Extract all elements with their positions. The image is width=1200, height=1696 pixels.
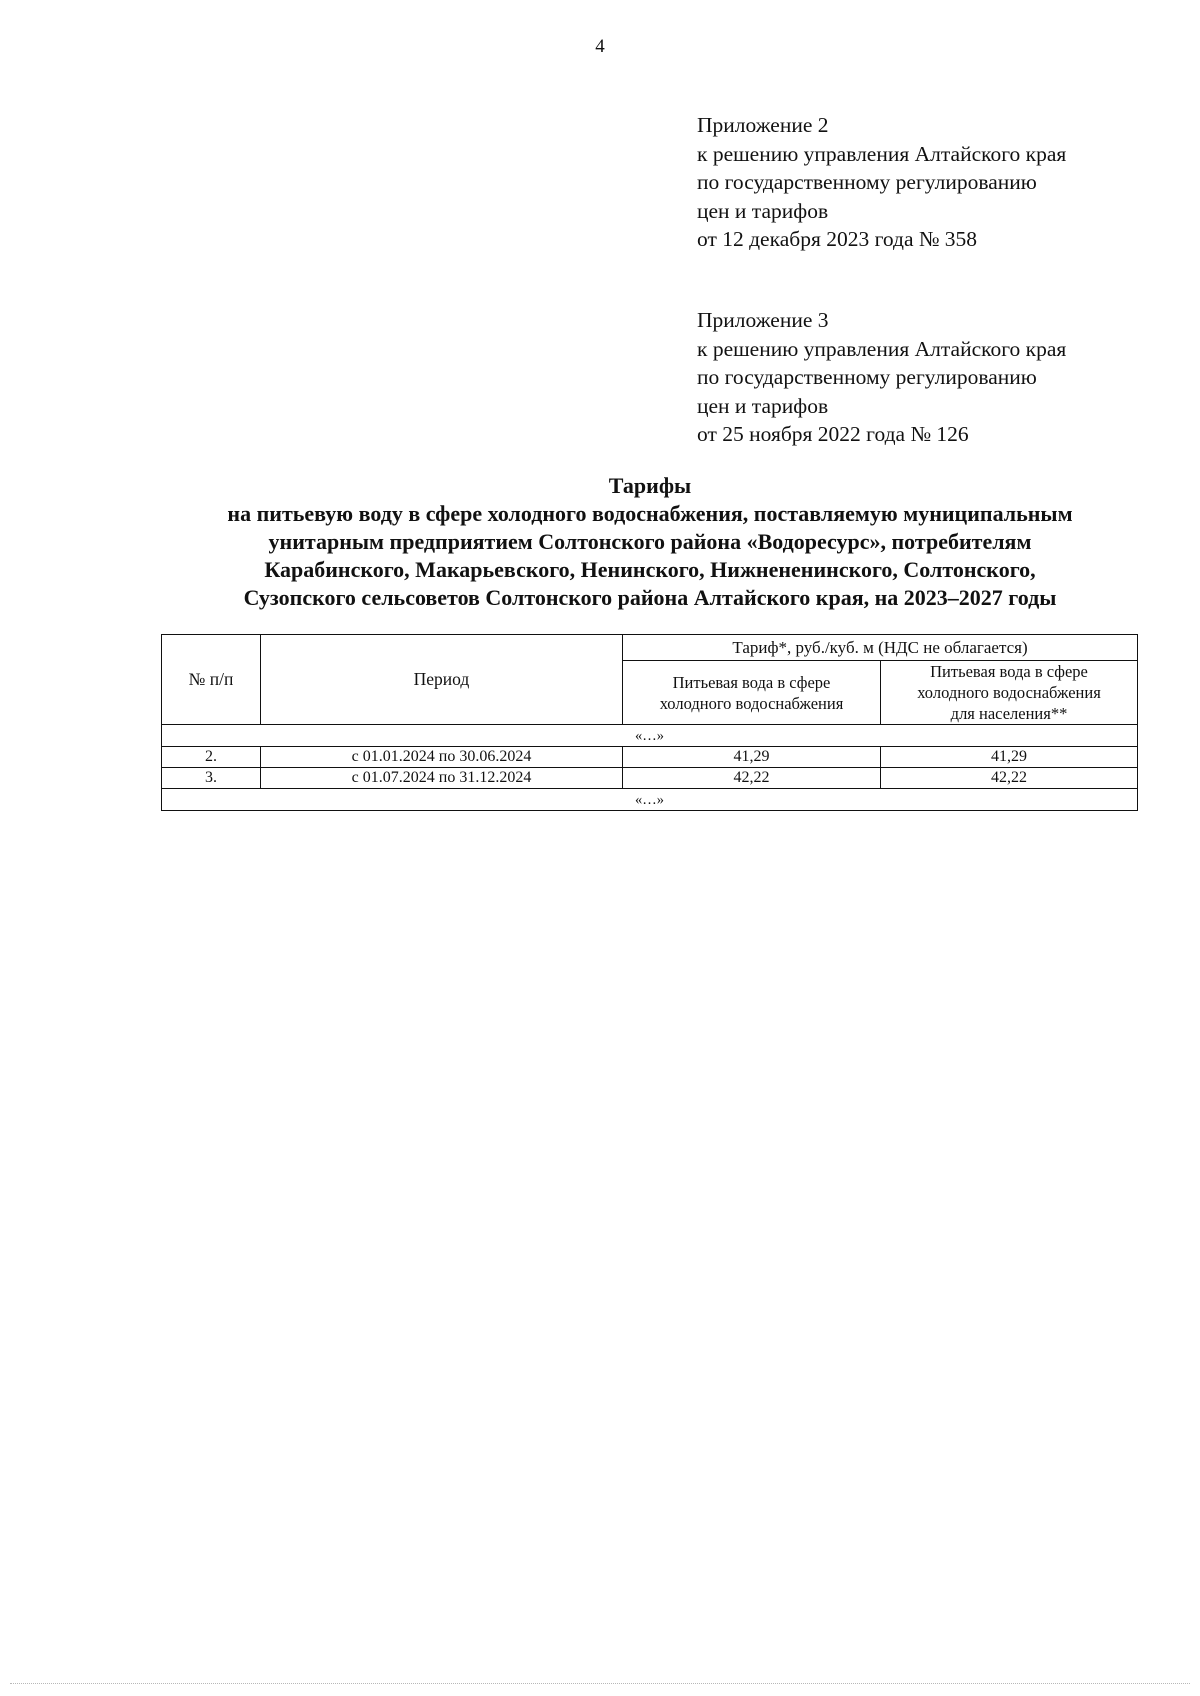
table-row-ellipsis-top <box>162 725 1138 747</box>
header-drinking-water-line: Питьевая вода в сфере <box>672 672 831 692</box>
appendix-2-line: Приложение 2 <box>697 113 829 137</box>
header-period: Период <box>261 635 623 725</box>
cell-period: с 01.01.2024 по 30.06.2024 <box>261 747 623 768</box>
appendix-3-line: к решению управления Алтайского края <box>697 336 1067 361</box>
document-title-main: Тарифы <box>608 473 692 498</box>
document-title-line: унитарным предприятием Солтонского района «Водоресурс», потребителям <box>268 529 1032 554</box>
appendix-2-line: к решению управления Алтайского края <box>697 141 1067 166</box>
tariff-table <box>161 634 1138 811</box>
table-row <box>162 768 1138 789</box>
header-population-line: для населения** <box>950 704 1068 723</box>
appendix-2-header <box>697 111 1157 254</box>
document-title-line: Сузопского сельсоветов Солтонского района Алтайского края, на 2023–2027 годы <box>243 585 1057 610</box>
appendix-2-line: цен и тарифов <box>697 198 829 223</box>
document-title <box>120 472 1180 612</box>
appendix-3-header <box>697 306 1157 449</box>
table-row-ellipsis-bottom <box>162 789 1138 811</box>
appendix-3-line: от 25 ноября 2022 года № 126 <box>697 422 969 446</box>
document-title-line: на питьевую воду в сфере холодного водоснабжения, поставляемую муниципальным <box>227 501 1073 526</box>
cell-number: 3. <box>162 768 261 789</box>
table-row <box>162 747 1138 768</box>
ellipsis-cell: «…» <box>162 789 1138 811</box>
cell-population-tariff: 42,22 <box>881 768 1138 789</box>
page-number: 4 <box>595 36 605 57</box>
appendix-3-line: по государственному регулированию <box>697 365 1037 389</box>
appendix-3-line: цен и тарифов <box>697 393 829 418</box>
header-tariff-group: Тариф*, руб./куб. м (НДС не облагается) <box>623 635 1138 661</box>
appendix-3-line: Приложение 3 <box>697 308 829 332</box>
header-drinking-water <box>623 661 881 725</box>
document-title-line: Карабинского, Макарьевского, Ненинского, Нижнененинского, Солтонского, <box>264 557 1036 582</box>
cell-number: 2. <box>162 747 261 768</box>
cell-water-tariff: 42,22 <box>623 768 881 789</box>
appendix-2-line: по государственному регулированию <box>697 170 1037 194</box>
scan-edge-line <box>10 1683 1190 1684</box>
cell-water-tariff: 41,29 <box>623 747 881 768</box>
cell-population-tariff: 41,29 <box>881 747 1138 768</box>
header-drinking-water-line: холодного водоснабжения <box>659 693 844 713</box>
header-population-line: холодного водоснабжения <box>917 683 1101 702</box>
header-number: № п/п <box>162 635 261 725</box>
header-population-line: Питьевая вода в сфере <box>930 662 1088 681</box>
cell-period: с 01.07.2024 по 31.12.2024 <box>261 768 623 789</box>
table-header-row <box>162 635 1138 661</box>
ellipsis-cell: «…» <box>162 725 1138 747</box>
header-drinking-water-population <box>881 661 1138 725</box>
appendix-2-line: от 12 декабря 2023 года № 358 <box>697 227 977 251</box>
